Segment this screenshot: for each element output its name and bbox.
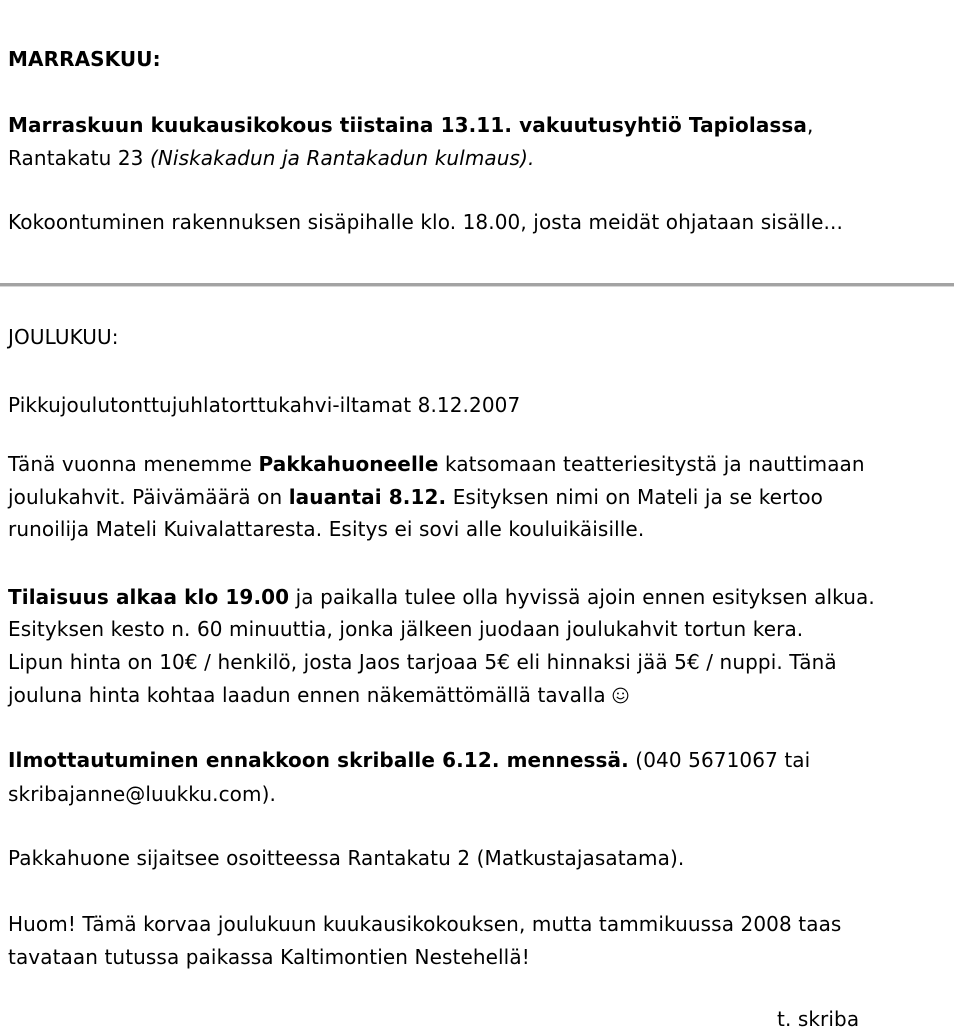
november-meeting-text: Marraskuun kuukausikokous tiistaina 13.11. vakuutusyhtiö Tapiolassa — [8, 113, 808, 137]
november-address: Rantakatu 23 — [8, 146, 150, 170]
venue-name: Pakkahuoneelle — [258, 452, 439, 476]
registration-email: skribajanne@luukku.com). — [8, 782, 276, 806]
december-paragraph-line-3: runoilija Mateli Kuivalattaresta. Esitys ei sovi alle kouluikäisille. — [8, 517, 645, 541]
november-address-note: (Niskakadun ja Rantakadun kulmaus). — [149, 146, 535, 170]
note-line-1: Huom! Tämä korvaa joulukuun kuukausikokouksen, mutta tammikuussa 2008 taas — [8, 912, 842, 936]
venue-location: Pakkahuone sijaitsee osoitteessa Rantakatu 2 (Matkustajasatama). — [8, 846, 685, 870]
registration-line — [8, 745, 810, 775]
text-span: Tänä vuonna menemme — [8, 452, 259, 476]
december-heading: JOULUKUU: — [8, 325, 119, 349]
december-price-line: Lipun hinta on 10€ / henkilö, josta Jaos tarjoaa 5€ eli hinnaksi jää 5€ / nuppi. Tänä — [8, 650, 837, 674]
text-span: jouluna hinta kohtaa laadun ennen näkemättömällä tavalla — [8, 683, 606, 707]
december-paragraph-line-2 — [8, 482, 823, 512]
start-time: Tilaisuus alkaa klo 19.00 — [8, 585, 290, 609]
smiley-icon — [612, 687, 629, 704]
text-span: joulukahvit. Päivämäärä on — [8, 485, 289, 509]
event-date: lauantai 8.12. — [288, 485, 447, 509]
text-span: ja paikalla tulee olla hyvissä ajoin ennen esityksen alkua. — [289, 585, 875, 609]
signature: t. skriba — [777, 1007, 860, 1031]
text-span: katsomaan teatteriesitystä ja nauttimaan — [438, 452, 865, 476]
registration-phone: (040 5671067 tai — [628, 748, 811, 772]
november-gathering: Kokoontuminen rakennuksen sisäpihalle klo. 18.00, josta meidät ohjataan sisälle... — [8, 210, 843, 234]
registration-deadline: Ilmottautuminen ennakkoon skriballe 6.12. mennessä. — [8, 748, 629, 772]
november-heading: MARRASKUU: — [8, 47, 161, 71]
december-start-line — [8, 582, 875, 612]
december-duration-line: Esityksen kesto n. 60 minuuttia, jonka jälkeen juodaan joulukahvit tortun kera. — [8, 617, 804, 641]
december-paragraph-line-1 — [8, 449, 865, 479]
november-address-line — [8, 143, 534, 173]
november-meeting-line — [8, 110, 814, 140]
december-event-title: Pikkujoulutonttujuhlatorttukahvi-iltamat 8.12.2007 — [8, 393, 521, 417]
december-quality-line — [8, 680, 629, 710]
section-divider — [0, 283, 954, 287]
text-span: Esityksen nimi on Mateli ja se kertoo — [446, 485, 824, 509]
november-meeting-comma: , — [807, 113, 814, 137]
note-line-2: tavataan tutussa paikassa Kaltimontien Nestehellä! — [8, 945, 530, 969]
